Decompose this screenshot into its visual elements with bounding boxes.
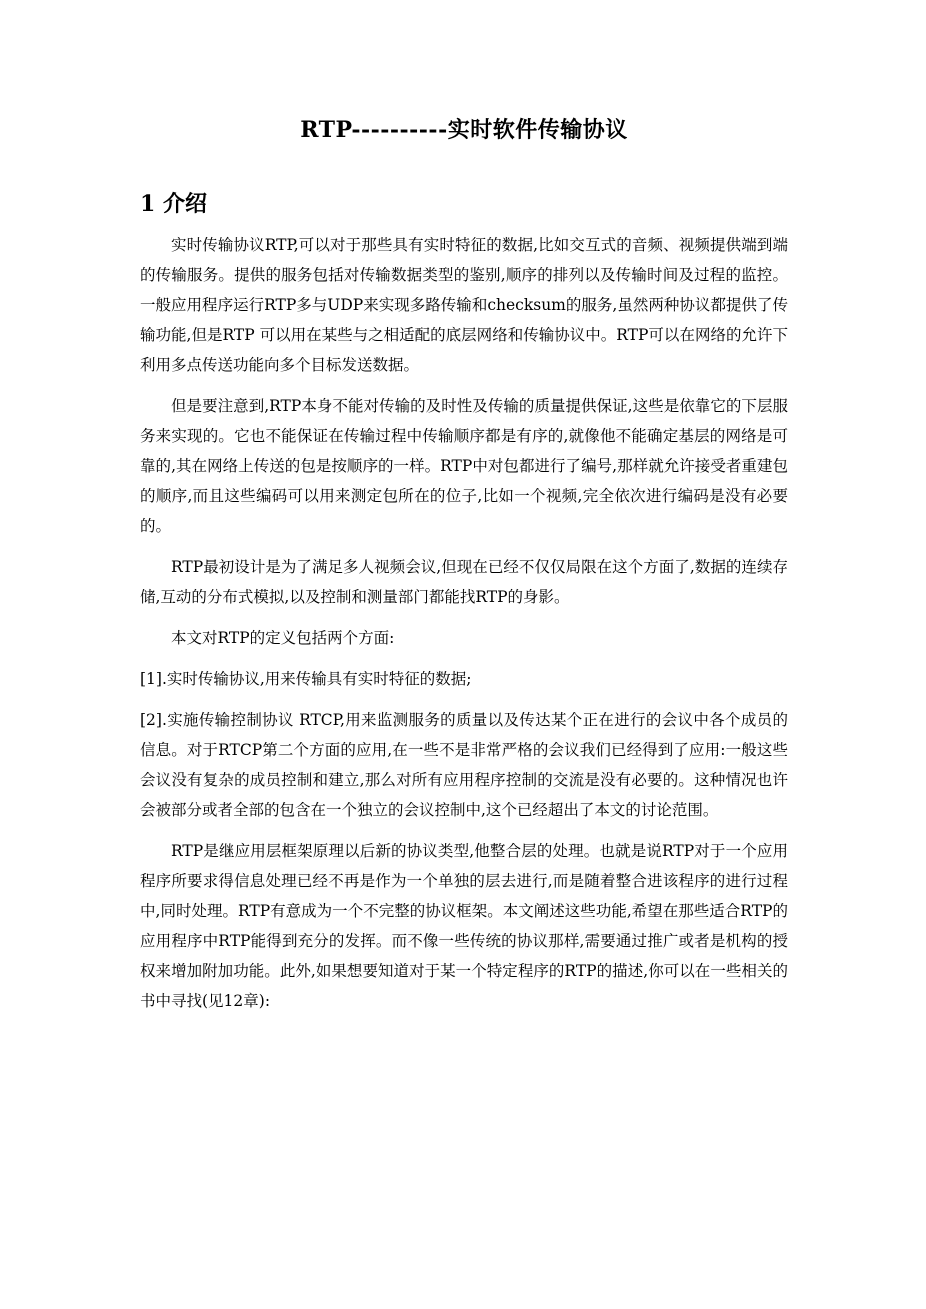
paragraph-framework: RTP是继应用层框架原理以后新的协议类型,他整合层的处理。也就是说RTP对于一个应用程序所要求得信息处理已经不再是作为一个单独的层去进行,而是随着整合进该程序的进行过程中,同时处理。RTP有意成为一个不完整的协议框架。本文阐述这些功能,希望在那些适合RTP的应用程序中RTP能得到充分的发挥。而不像一些传统的协议那样,需要通过推广或者是机构的授权来增加附加功能。此外,如果想要知道对于某一个特定程序的RTP的描述,你可以在一些相关的书中寻找(见12章): xyxy=(140,842,788,1010)
document-page xyxy=(140,112,788,1027)
paragraph-intro: 实时传输协议RTP,可以对于那些具有实时特征的数据,比如交互式的音频、视频提供端到端的传输服务。提供的服务包括对传输数据类型的鉴别,顺序的排列以及传输时间及过程的监控。一般应用程序运行RTP多与UDP来实现多路传输和checksum的服务,虽然两种协议都提供了传输功能,但是RTP 可以用在某些与之相适配的底层网络和传输协议中。RTP可以在网络的允许下利用多点传送功能向多个目标发送数据。 xyxy=(140,236,788,374)
paragraph-definition-intro: 本文对RTP的定义包括两个方面: xyxy=(171,629,395,647)
document-title: RTP----------实时软件传输协议 xyxy=(300,117,628,143)
list-item-rtcp: [2].实施传输控制协议 RTCP,用来监测服务的质量以及传达某个正在进行的会议中各个成员的信息。对于RTCP第二个方面的应用,在一些不是非常严格的会议我们已经得到了应用:一般这些会议没有复杂的成员控制和建立,那么对所有应用程序控制的交流是没有必要的。这种情况也许会被部分或者全部的包含在一个独立的会议控制中,这个已经超出了本文的讨论范围。 xyxy=(140,711,788,819)
paragraph-origin: RTP最初设计是为了满足多人视频会议,但现在已经不仅仅局限在这个方面了,数据的连续存储,互动的分布式模拟,以及控制和测量部门都能找RTP的身影。 xyxy=(140,558,788,606)
paragraph-limitations: 但是要注意到,RTP本身不能对传输的及时性及传输的质量提供保证,这些是依靠它的下层服务来实现的。它也不能保证在传输过程中传输顺序都是有序的,就像他不能确定基层的网络是可靠的,其在网络上传送的包是按顺序的一样。RTP中对包都进行了编号,那样就允许接受者重建包的顺序,而且这些编码可以用来测定包所在的位子,比如一个视频,完全依次进行编码是没有必要的。 xyxy=(140,397,788,535)
section-heading: 1 介绍 xyxy=(140,191,207,217)
list-item-rtp: [1].实时传输协议,用来传输具有实时特征的数据; xyxy=(140,670,472,688)
